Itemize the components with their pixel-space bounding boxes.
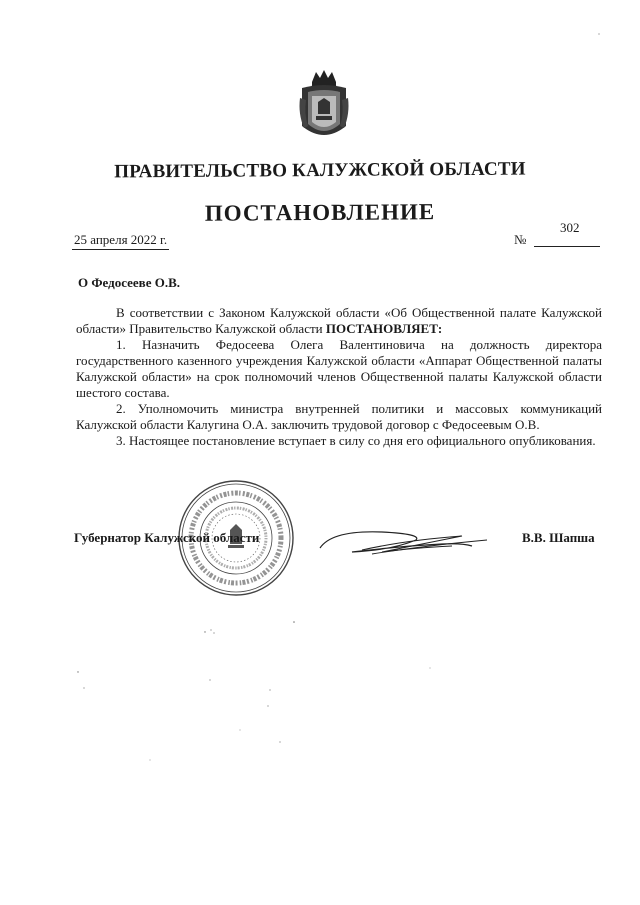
- document-number: 302: [560, 220, 580, 235]
- document-type-title: ПОСТАНОВЛЕНИЕ: [204, 199, 436, 226]
- signatory-name: В.В. Шапша: [522, 530, 595, 545]
- document-date: 25 апреля 2022 г.: [72, 232, 169, 250]
- intro-text: В соответствии с Законом Калужской области «Об Общественной палате Калужской области» Правительство Калужской области: [76, 305, 602, 336]
- number-sign: №: [514, 232, 527, 247]
- intro-keyword: ПОСТАНОВЛЯЕТ:: [325, 321, 443, 336]
- body-item: 3. Настоящее постановление вступает в силу со дня его официального опубликования.: [116, 433, 596, 448]
- signatory-position: Губернатор Калужской области: [74, 530, 260, 545]
- organization-title: ПРАВИТЕЛЬСТВО КАЛУЖСКОЙ ОБЛАСТИ: [114, 158, 526, 183]
- body-item: 1. Назначить Федосеева Олега Валентиновича на должность директора государственного казенного учреждения Калужской области «Аппарат Общественной палаты Калужской области» на срок полномочий членов Общественной палаты Калужской области шестого состава.: [76, 337, 602, 400]
- body-item: 2. Уполномочить министра внутренней политики и массовых коммуникаций Калужской области Калугина О.А. заключить трудовой договор с Федосеевым О.В.: [76, 401, 602, 432]
- document-subject: О Федосееве О.В.: [78, 275, 180, 290]
